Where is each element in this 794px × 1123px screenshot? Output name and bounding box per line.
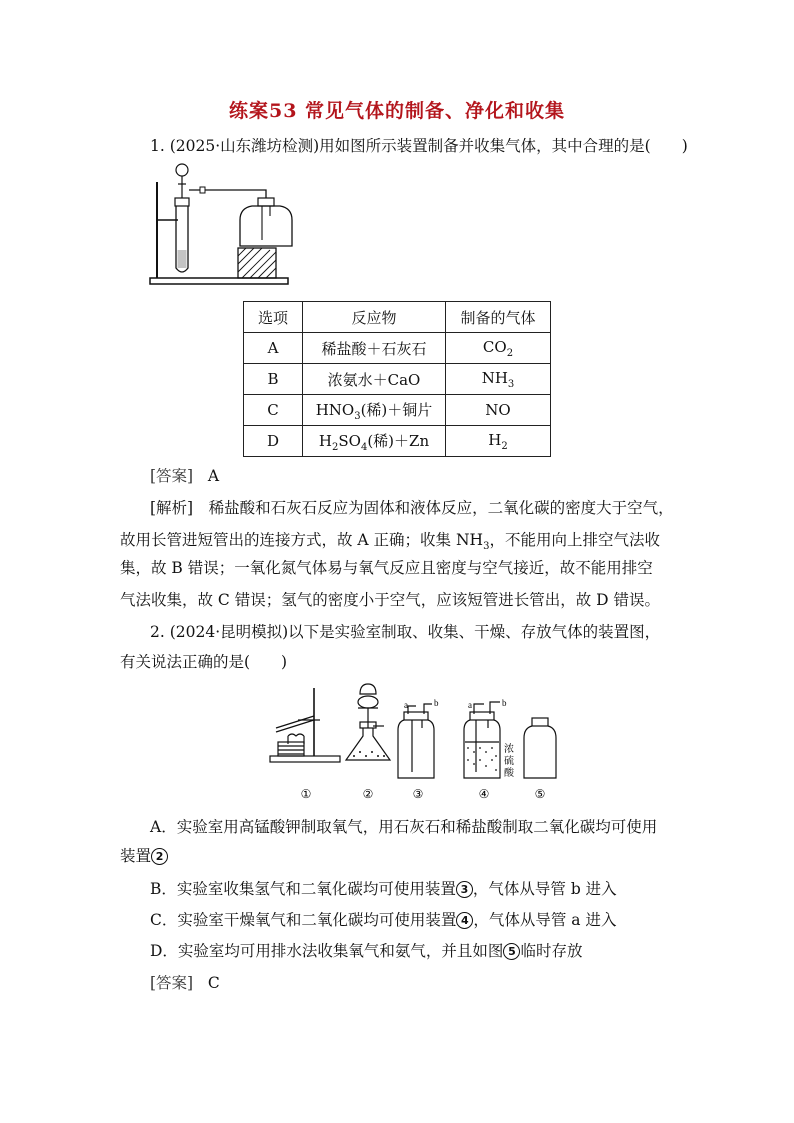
q2-option-d: D．实验室均可用排水法收集氧气和氨气，并且如图 5 临时存放 [150,942,583,960]
acid-label: 酸 [504,768,514,779]
gas-jar [240,206,292,246]
stand-base [150,278,288,284]
table-header: 制备的气体 [446,302,551,333]
table-header: 反应物 [303,302,446,333]
table-cell-option: A [244,333,303,364]
q1-analysis-line: 集，故 B 错误；一氧化氮气体易与氧气反应且密度与空气接近，故不能用排空 [120,559,653,577]
acid-label: 硫 [504,756,514,767]
q2-option-a-cont: 装置 2 [120,846,680,866]
label-3: ③ [412,787,424,801]
table-cell-option: C [244,395,303,426]
answer-value: A [207,467,220,485]
q1-analysis-line: 气法收集，故 C 错误；氢气的密度小于空气，应该短管进长管出，故 D 错误。 [120,591,660,609]
table-row [244,426,551,457]
table-cell-gas: NO [446,395,551,426]
table-cell-option: D [244,426,303,457]
table-row [244,333,551,364]
separatory-funnel [176,164,188,176]
q2-stem-line: 有关说法正确的是( ) [120,653,288,671]
table-cell-reactant: 稀盐酸＋石灰石 [303,333,446,364]
label-4: ④ [478,787,490,801]
apparatus-4-wash-bottle [464,702,500,778]
q2-answer [150,973,710,993]
acid-label: 浓 [504,744,514,755]
table-cell-gas: $CO_2$ [446,333,551,364]
q2-option-b: B．实验室收集氢气和二氧化碳均可使用装置 3 ，气体从导管 b 进入 [150,880,617,898]
port-b-label: b [502,698,507,708]
port-a-label: a [404,700,408,710]
q1-apparatus-figure [140,160,300,288]
q2-stem-line: 2. (2024·昆明模拟)以下是实验室制取、收集、干燥、存放气体的装置图， [150,623,661,641]
apparatus-3-bottle [398,704,434,778]
circled-number: 5 [503,943,520,960]
page-title: 练案53 常见气体的制备、净化和收集 [228,100,566,122]
circled-number: 2 [151,848,168,865]
q1-stem: 1. (2025·山东潍坊检测)用如图所示装置制备并收集气体，其中合理的是( ) [150,137,688,155]
table-header-row [244,302,551,333]
label-1: ① [300,787,312,801]
table-cell-gas: $H_2$ [446,426,551,457]
table-cell-reactant: $HNO_3$(稀)＋铜片 [303,395,446,426]
label-5: ⑤ [534,787,546,801]
port-a-label: a [468,700,472,710]
table-cell-reactant: $H_2SO_4$(稀)＋Zn [303,426,446,457]
table-cell-gas: $NH_3$ [446,364,551,395]
q1-answer [150,466,710,486]
q1-options-table [243,301,551,457]
table-header: 选项 [244,302,303,333]
q1-analysis-line: [解析] 稀盐酸和石灰石反应为固体和液体反应，二氧化碳的密度大于空气， [150,499,674,517]
circled-number: 4 [456,912,473,929]
q1-analysis-line: 故用长管进短管出的连接方式，故 A 正确；收集 $NH_3$，不能用向上排空气法收 [120,531,660,553]
apparatus-5-storage-bottle [524,718,556,778]
circled-number: 3 [456,881,473,898]
port-b-label: b [434,698,439,708]
q2-apparatus-figure [262,680,572,806]
answer-value: C [207,974,220,992]
table-cell-option: B [244,364,303,395]
table-row [244,395,551,426]
table-row [244,364,551,395]
answer-label: [答案] [150,974,194,992]
table-cell-reactant: 浓氨水＋CaO [303,364,446,395]
apparatus-1-heating [270,688,340,762]
q2-option-a: A．实验室用高锰酸钾制取氧气，用石灰石和稀盐酸制取二氧化碳均可使用 [150,818,658,836]
apparatus-2-flask [346,684,390,760]
answer-label: [答案] [150,467,194,485]
q2-option-c: C．实验室干燥氧气和二氧化碳均可使用装置 4 ，气体从导管 a 进入 [150,911,617,929]
label-2: ② [362,787,374,801]
